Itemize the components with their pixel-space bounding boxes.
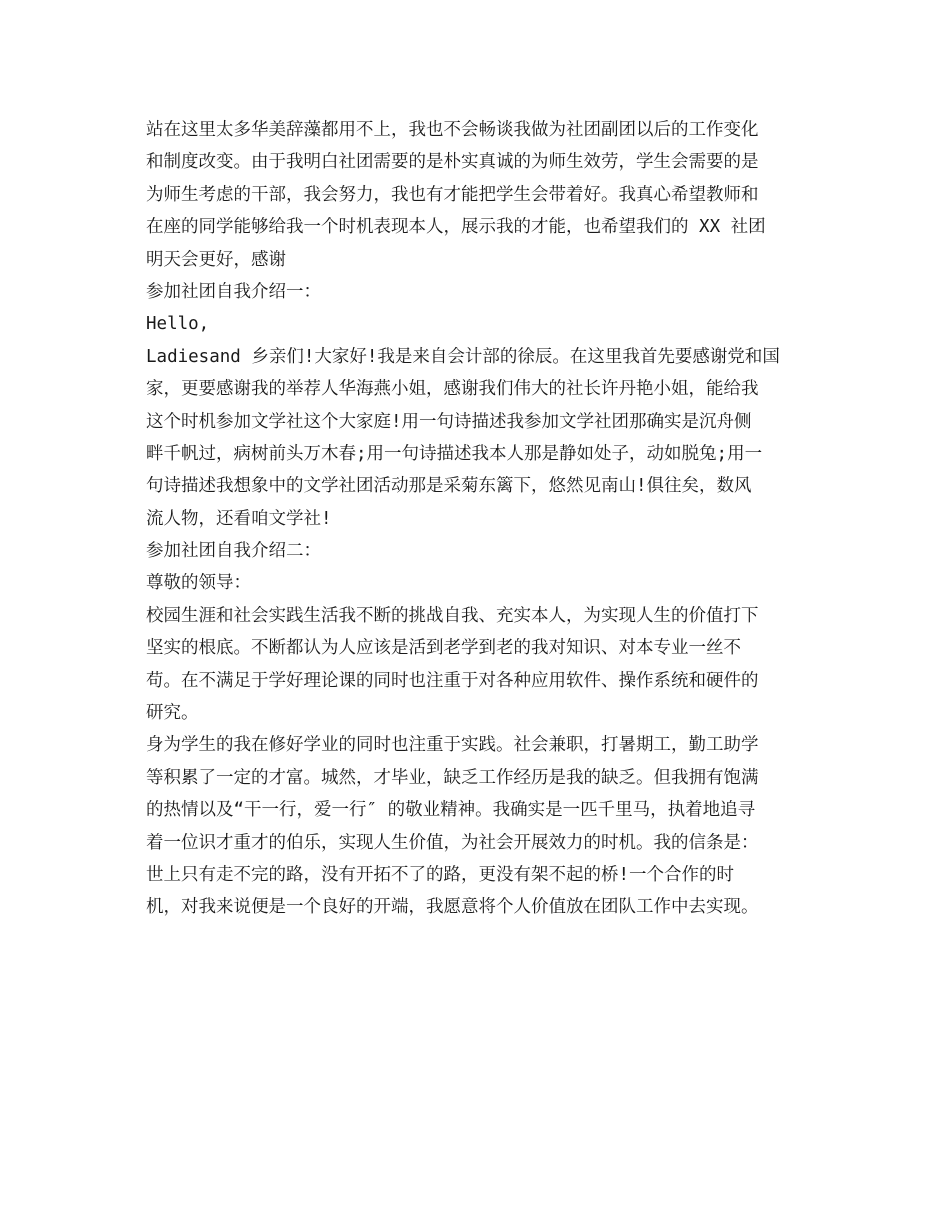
text-line: 这个时机参加文学社这个大家庭!用一句诗描述我参加文学社团那确实是沉舟侧 (146, 411, 752, 432)
section-heading-2: 参加社团自我介绍二： (146, 541, 321, 562)
document-body (146, 114, 806, 924)
text-line: 机，对我来说便是一个良好的开端，我愿意将个人价值放在团队工作中去实现。 (146, 897, 759, 918)
text-line: 等积累了一定的才富。城然，才毕业，缺乏工作经历是我的缺乏。但我拥有饱满 (146, 767, 759, 788)
text-line: 为师生考虑的干部，我会努力，我也有才能把学生会带着好。我真心希望教师和 (146, 184, 759, 205)
text-line: 畔千帆过，病树前头万木春;用一句诗描述我本人那是静如处子，动如脱兔;用一 (146, 443, 763, 464)
text-line: 的热情以及“干一行，爱一行″ 的敬业精神。我确实是一匹千里马，执着地追寻 (146, 800, 756, 821)
section-heading-1: 参加社团自我介绍一： (146, 281, 321, 302)
text-line: 和制度改变。由于我明白社团需要的是朴实真诚的为师生效劳，学生会需要的是 (146, 152, 759, 173)
text-line: 着一位识才重才的伯乐，实现人生价值，为社会开展效力的时机。我的信条是： (146, 832, 759, 853)
text-line: 身为学生的我在修好学业的同时也注重于实践。社会兼职，打暑期工，勤工助学 (146, 735, 759, 756)
text-line: 家，更要感谢我的举荐人华海燕小姐，感谢我们伟大的社长许丹艳小姐，能给我 (146, 379, 759, 400)
text-line: 在座的同学能够给我一个时机表现本人，展示我的才能，也希望我们的 XX 社团 (146, 217, 766, 238)
text-line: 站在这里太多华美辞藻都用不上，我也不会畅谈我做为社团副团以后的工作变化 (146, 120, 759, 140)
text-line: 苟。在不满足于学好理论课的同时也注重于对各种应用软件、操作系统和硬件的 (146, 670, 759, 691)
text-line: 研究。 (146, 703, 199, 724)
text-line: 流人物，还看咱文学社! (146, 508, 332, 529)
text-line: 坚实的根底。不断都认为人应该是活到老学到老的我对知识、对本专业一丝不 (146, 638, 741, 659)
salutation: 尊敬的领导： (146, 573, 251, 594)
text-line: 句诗描述我想象中的文学社团活动那是采菊东篱下，悠然见南山!俱往矣，数风 (146, 476, 752, 497)
text-line: 校园生涯和社会实践生活我不断的挑战自我、充实本人，为实现人生的价值打下 (146, 605, 759, 626)
text-line: Hello, (146, 314, 210, 335)
text-line: Ladiesand 乡亲们!大家好!我是来自会计部的徐辰。在这里我首先要感谢党和国 (146, 346, 780, 367)
text-line: 明天会更好，感谢 (146, 249, 286, 270)
text-line: 世上只有走不完的路，没有开拓不了的路，更没有架不起的桥!一个合作的时 (146, 864, 735, 885)
